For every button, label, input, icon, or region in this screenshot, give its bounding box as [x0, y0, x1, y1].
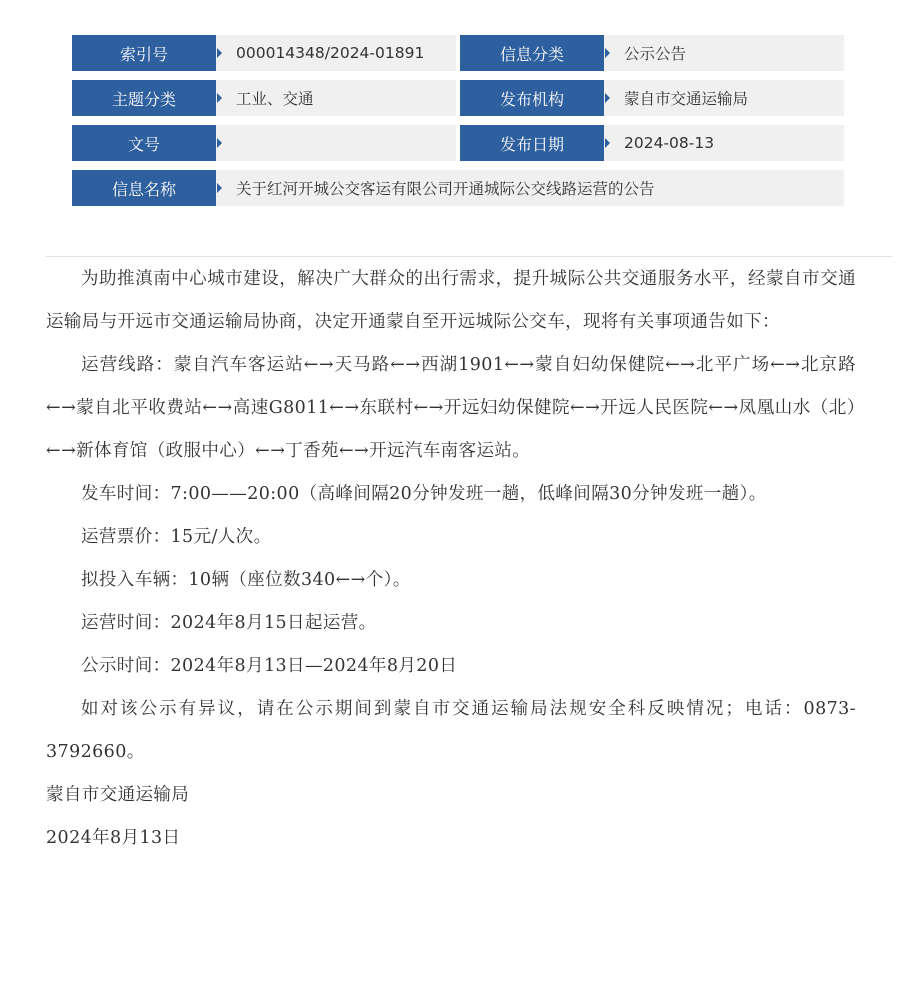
- caret-right-icon: [217, 93, 222, 103]
- meta-publisher: [460, 80, 844, 116]
- paragraph-intro: 为助推滇南中心城市建设，解决广大群众的出行需求，提升城际公共交通服务水平，经蒙自市交通运输局与开远市交通运输局协商，决定开通蒙自至开远城际公交车，现将有关事项通告如下：: [46, 269, 856, 332]
- meta-index-label: 索引号: [72, 35, 216, 71]
- meta-topic-value-box: [216, 80, 456, 116]
- meta-topic-label: 主题分类: [72, 80, 216, 116]
- meta-row-2: [72, 80, 844, 116]
- meta-name-value-box: [216, 170, 844, 206]
- meta-category-value-box: [604, 35, 844, 71]
- signature-organization: 蒙自市交通运输局: [46, 785, 190, 805]
- meta-docno-value-box: [216, 125, 456, 161]
- caret-right-icon: [217, 48, 222, 58]
- caret-right-icon: [217, 138, 222, 148]
- meta-docno: [72, 125, 456, 161]
- paragraph-fare: 运营票价：15元/人次。: [81, 527, 272, 547]
- meta-name-value: 关于红河开城公交客运有限公司开通城际公交线路运营的公告: [236, 177, 844, 199]
- meta-topic-value: 工业、交通: [236, 87, 456, 109]
- meta-publisher-label: 发布机构: [460, 80, 604, 116]
- meta-index: [72, 35, 456, 71]
- caret-right-icon: [217, 183, 222, 193]
- paragraph-vehicles: 拟投入车辆：10辆（座位数340←→个）。: [81, 570, 411, 590]
- meta-index-value: 000014348/2024-01891: [236, 44, 456, 62]
- paragraph-schedule: 发车时间：7:00——20:00（高峰间隔20分钟发班一趟，低峰间隔30分钟发班一趟）。: [81, 484, 767, 504]
- paragraph-contact: 如对该公示有异议，请在公示期间到蒙自市交通运输局法规安全科反映情况；电话：0873-3792660。: [46, 699, 856, 762]
- meta-row-3: [72, 125, 844, 161]
- meta-name: [72, 170, 844, 206]
- meta-docno-label: 文号: [72, 125, 216, 161]
- meta-publisher-value: 蒙自市交通运输局: [624, 87, 844, 109]
- meta-row-1: [72, 35, 844, 71]
- caret-right-icon: [605, 48, 610, 58]
- meta-index-value-box: [216, 35, 456, 71]
- article-body: [46, 258, 856, 860]
- meta-category-label: 信息分类: [460, 35, 604, 71]
- meta-date-value-box: [604, 125, 844, 161]
- meta-topic: [72, 80, 456, 116]
- section-divider: [46, 256, 892, 257]
- meta-category: [460, 35, 844, 71]
- paragraph-route: 运营线路：蒙自汽车客运站←→天马路←→西湖1901←→蒙自妇幼保健院←→北平广场←→北京路←→蒙自北平收费站←→高速G8011←→东联村←→开远妇幼保健院←→开远人民医院←→凤凰山水（北）←→新体育馆（政服中心）←→丁香苑←→开远汽车南客运站。: [46, 355, 856, 461]
- meta-date: [460, 125, 844, 161]
- caret-right-icon: [605, 93, 610, 103]
- meta-name-label: 信息名称: [72, 170, 216, 206]
- meta-category-value: 公示公告: [624, 42, 844, 64]
- paragraph-notice-period: 公示时间：2024年8月13日—2024年8月20日: [81, 656, 458, 676]
- paragraph-start-date: 运营时间：2024年8月15日起运营。: [81, 613, 377, 633]
- meta-row-4: [72, 170, 844, 206]
- meta-date-label: 发布日期: [460, 125, 604, 161]
- caret-right-icon: [605, 138, 610, 148]
- info-metadata-table: [72, 35, 844, 215]
- meta-publisher-value-box: [604, 80, 844, 116]
- meta-date-value: 2024-08-13: [624, 134, 844, 152]
- signature-date: 2024年8月13日: [46, 828, 181, 848]
